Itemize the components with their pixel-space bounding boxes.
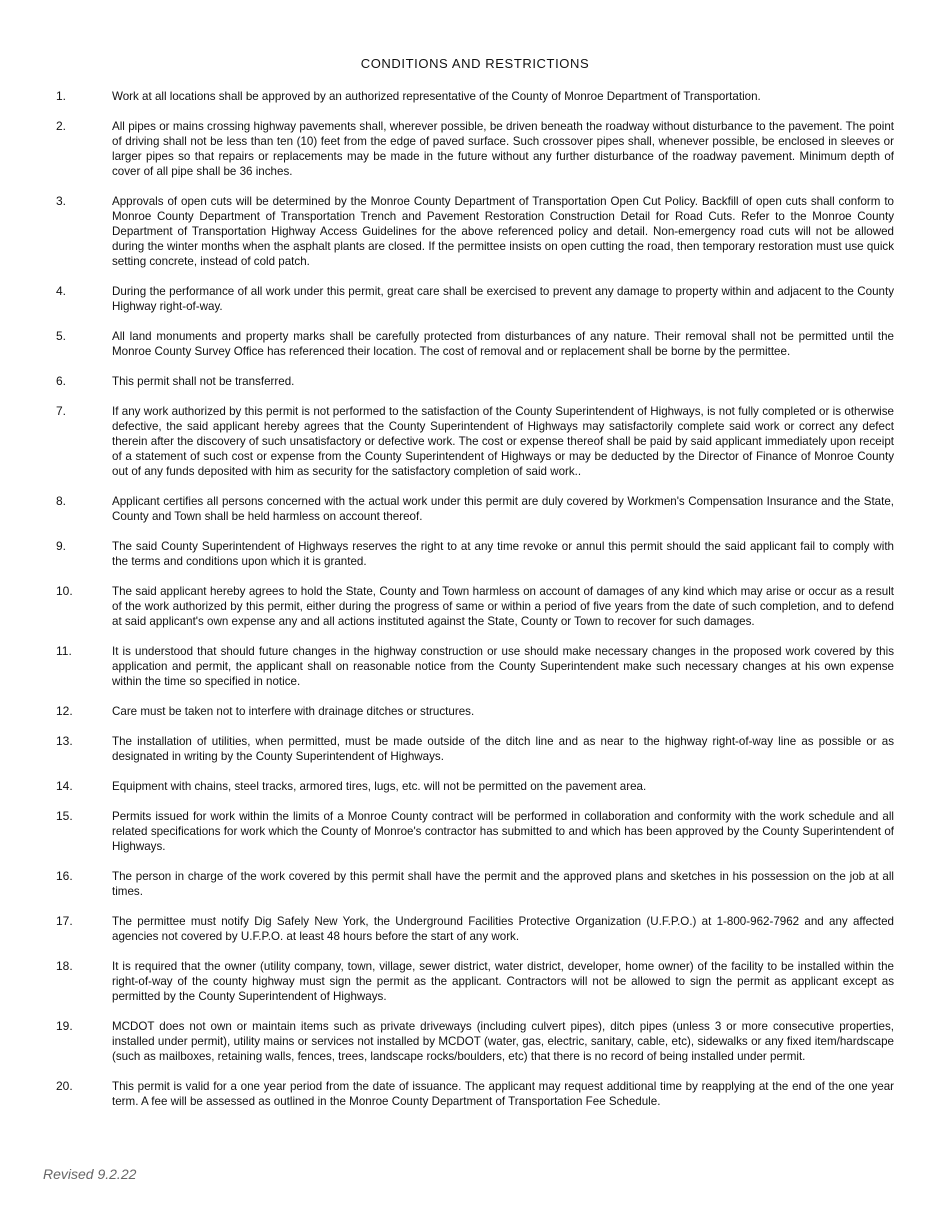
list-item xyxy=(0,869,950,899)
item-number: 12. xyxy=(56,704,73,718)
item-text: If any work authorized by this permit is not performed to the satisfaction of the County Superintendent of Highways, is not fully completed or is otherwise defective, the said applicant hereby agrees that the County Superintendent of Highways may satisfactorily complete said work or correct any defect therein after the discovery of such unsatisfactory or defective work. The cost or expense thereof shall be paid by said applicant immediately upon receipt of a statement of such cost or expense from the County Superintendent of Highways or may be deducted by the Director of Finance of Monroe County out of any funds deposited with him as security for the satisfactory completion of said work.. xyxy=(112,405,894,478)
item-text: Work at all locations shall be approved by an authorized representative of the County of Monroe Department of Transportation. xyxy=(112,90,761,103)
list-item xyxy=(0,1079,950,1109)
item-number: 18. xyxy=(56,959,73,973)
item-number: 1. xyxy=(56,89,67,103)
item-number: 5. xyxy=(56,329,67,343)
item-text: This permit shall not be transferred. xyxy=(112,375,295,388)
item-number: 4. xyxy=(56,284,67,298)
item-number: 19. xyxy=(56,1019,73,1033)
item-number: 10. xyxy=(56,584,73,598)
list-item xyxy=(0,779,950,794)
list-item xyxy=(0,734,950,764)
list-item xyxy=(0,539,950,569)
item-text: It is required that the owner (utility company, town, village, sewer district, water district, developer, home owner) of the facility to be installed within the right-of-way of the county highway must sign the permit as the applicant. Contractors will not be allowed to sign the permit as applicant except as permitted by the County Superintendent of Highways. xyxy=(112,960,894,1003)
item-text: The said County Superintendent of Highways reserves the right to at any time revoke or annul this permit should the said applicant fail to comply with the terms and conditions upon which it is granted. xyxy=(112,540,894,568)
item-number: 11. xyxy=(56,644,72,658)
item-number: 15. xyxy=(56,809,73,823)
item-text: This permit is valid for a one year period from the date of issuance. The applicant may request additional time by reapplying at the end of the one year term. A fee will be assessed as outlined in the Monroe County Department of Transportation Fee Schedule. xyxy=(112,1080,894,1108)
list-item xyxy=(0,959,950,1004)
item-text: All pipes or mains crossing highway pavements shall, wherever possible, be driven beneath the roadway without disturbance to the pavement. The point of driving shall not be less than ten (10) feet from the edge of paved surface. Such crossover pipes shall, whenever possible, be enclosed in sleeves or larger pipes so that repairs or replacements may be made in the future without any further disturbance of the roadway pavement. Minimum depth of cover of all pipe shall be 36 inches. xyxy=(112,120,894,178)
list-item xyxy=(0,644,950,689)
list-item xyxy=(0,89,950,104)
item-number: 20. xyxy=(56,1079,73,1093)
item-number: 8. xyxy=(56,494,67,508)
item-text: During the performance of all work under this permit, great care shall be exercised to prevent any damage to property within and adjacent to the County Highway right-of-way. xyxy=(112,285,894,313)
revision-note: Revised 9.2.22 xyxy=(43,1166,137,1182)
item-number: 17. xyxy=(56,914,73,928)
conditions-list xyxy=(0,89,950,1124)
item-text: Permits issued for work within the limits of a Monroe County contract will be performed in collaboration and conformity with the work schedule and all related specifications for work which the County of Monroe's contractor has submitted to and which has been approved by the County Superintendent of Highways. xyxy=(112,810,894,853)
item-text: Approvals of open cuts will be determined by the Monroe County Department of Transportation Open Cut Policy. Backfill of open cuts shall conform to Monroe County Department of Transportation Trench and Pavement Restoration Construction Detail for Road Cuts. Refer to the Monroe County Department of Transportation Highway Access Guidelines for the above referenced policy and detail. Non-emergency road cuts will not be allowed during the winter months when the asphalt plants are closed. If the permittee insists on open cutting the road, then temporary restoration must use quick setting concrete, instead of cold patch. xyxy=(112,195,894,268)
list-item xyxy=(0,914,950,944)
item-text: It is understood that should future changes in the highway construction or use should make necessary changes in the proposed work covered by this application and permit, the applicant shall on reasonable notice from the County Superintendent make such necessary changes at his own expense within the time so specified in notice. xyxy=(112,645,894,688)
item-text: Care must be taken not to interfere with drainage ditches or structures. xyxy=(112,705,475,718)
item-number: 6. xyxy=(56,374,67,388)
page-title: CONDITIONS AND RESTRICTIONS xyxy=(360,56,590,71)
list-item xyxy=(0,584,950,629)
item-text: The permittee must notify Dig Safely New York, the Underground Facilities Protective Organization (U.F.P.O.) at 1-800-962-7962 and any affected agencies not covered by U.F.P.O. at least 48 hours before the start of any work. xyxy=(112,915,894,943)
item-text: The person in charge of the work covered by this permit shall have the permit and the approved plans and sketches in his possession on the job at all times. xyxy=(112,870,894,898)
list-item xyxy=(0,119,950,179)
item-text: MCDOT does not own or maintain items such as private driveways (including culvert pipes), ditch pipes (unless 3 or more consecutive properties, installed under permit), utility mains or services not installed by MCDOT (water, gas, electric, sanitary, cable, etc), sidewalks or any fixed item/hardscape (such as mailboxes, retaining walls, fences, trees, landscape rocks/boulders, etc) that there is no record of being installed under permit. xyxy=(112,1020,894,1063)
item-number: 7. xyxy=(56,404,67,418)
list-item xyxy=(0,1019,950,1064)
list-item xyxy=(0,329,950,359)
list-item xyxy=(0,194,950,269)
list-item xyxy=(0,404,950,479)
item-number: 13. xyxy=(56,734,73,748)
list-item xyxy=(0,374,950,389)
item-text: All land monuments and property marks shall be carefully protected from disturbances of any nature. Their removal shall not be permitted until the Monroe County Survey Office has referenced their location. The cost of removal and or replacement shall be borne by the permittee. xyxy=(112,330,894,358)
item-number: 16. xyxy=(56,869,73,883)
item-number: 3. xyxy=(56,194,67,208)
item-text: Applicant certifies all persons concerned with the actual work under this permit are duly covered by Workmen's Compensation Insurance and the State, County and Town shall be held harmless on account thereof. xyxy=(112,495,894,523)
list-item xyxy=(0,284,950,314)
list-item xyxy=(0,704,950,719)
item-number: 2. xyxy=(56,119,67,133)
item-number: 14. xyxy=(56,779,73,793)
list-item xyxy=(0,494,950,524)
item-text: The said applicant hereby agrees to hold the State, County and Town harmless on account of damages of any kind which may arise or occur as a result of the work authorized by this permit, either during the progress of same or within a period of five years from the date of such completion, and to defend at said applicant's own expense any and all actions instituted against the State, County or Town to recover for such damages. xyxy=(112,585,894,628)
list-item xyxy=(0,809,950,854)
item-text: The installation of utilities, when permitted, must be made outside of the ditch line and as near to the highway right-of-way line as possible or as designated in writing by the County Superintendent of Highways. xyxy=(112,735,894,763)
item-text: Equipment with chains, steel tracks, armored tires, lugs, etc. will not be permitted on the pavement area. xyxy=(112,780,647,793)
item-number: 9. xyxy=(56,539,67,553)
